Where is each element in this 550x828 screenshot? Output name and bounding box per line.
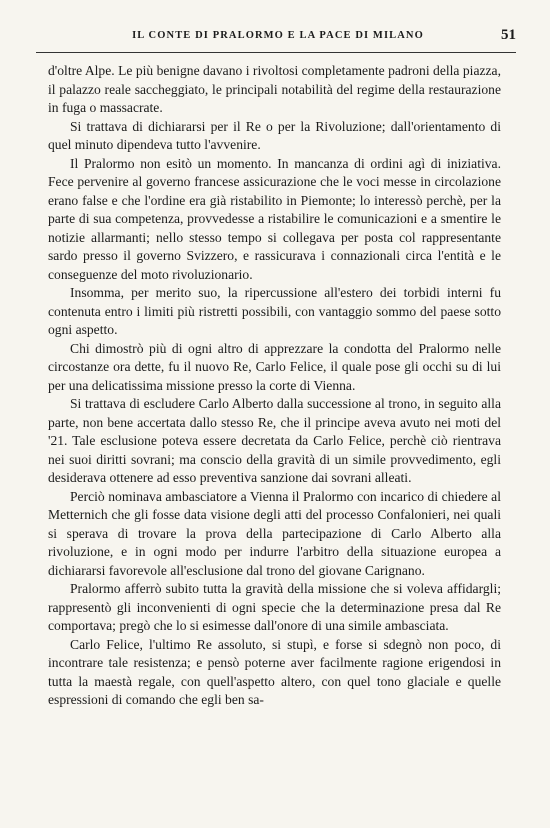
paragraph: Carlo Felice, l'ultimo Re assoluto, si stupì, e forse si sdegnò non poco, di incontrare tale resistenza; e pensò poterne aver facilmente ragione erigendosi in tutta la maestà regale, con quell'aspetto altero, con quel tono glaciale e quelle espressioni di comando che egli ben sa- — [48, 636, 501, 707]
paragraph: Insomma, per merito suo, la ripercussione all'estero dei torbidi interni fu contenuta entro i limiti più ristretti possibili, con vantaggio sommo del paese sotto ogni aspetto. — [48, 285, 501, 337]
running-head: IL CONTE DI PRALORMO E LA PACE DI MILANO — [132, 30, 424, 41]
paragraph: d'oltre Alpe. Le più benigne davano i rivoltosi completamente padroni della piazza, il palazzo reale saccheggiato, le principali notabilità del regime della restaurazione in fuga o massacrate. — [48, 63, 501, 115]
page-header — [0, 27, 550, 52]
paragraph: Chi dimostrò più di ogni altro di apprezzare la condotta del Pralormo nelle circostanze ora dette, fu il nuovo Re, Carlo Felice, il quale pose gli occhi su di lui per una delicatissima missione presso la corte di Vienna. — [48, 340, 501, 393]
page-number: 51 — [501, 27, 516, 43]
paragraph: Si trattava di dichiararsi per il Re o per la Rivoluzione; dall'orientamento di quel minuto dipendeva tutto l'avvenire. — [48, 118, 501, 152]
header-rule — [36, 52, 516, 53]
paragraph: Il Pralormo non esitò un momento. In mancanza di ordini agì di iniziativa. Fece pervenire al governo francese assicurazione che le voci messe in circolazione erano false e che l'ordine era già ristabilito in Piemonte; lo interessò perchè, per la parte di sua competenza, provvedesse a ristabilire le comunicazioni e a smentire le notizie allarmanti; nello stesso tempo si collegava per posta col rappresentante sardo presso il governo Svizzero, e rassicurava i connazionali circa l'entità e le conseguenze del moto rivoluzionario. — [48, 155, 501, 282]
paragraph: Si trattava di escludere Carlo Alberto dalla successione al trono, in seguito alla parte, non bene accertata dallo stesso Re, che il principe aveva avuto nei moti del '21. Tale esclusione poteva essere decretata da Carlo Felice, perchè ciò rientrava nei suoi diritti sovrani; ma conscio della gravità di un simile provvedimento, egli desiderava ottenere ad esso preventiva sanzione dai sovrani alleati. — [48, 396, 501, 485]
body-text — [48, 62, 501, 710]
paragraph: Pralormo afferrò subito tutta la gravità della missione che si voleva affidargli; rappresentò gli inconvenienti di ogni specie che la determinazione presa dal Re comportava; pregò che lo si esimesse dall'onore di una simile ambasciata. — [48, 581, 501, 633]
paragraph: Perciò nominava ambasciatore a Vienna il Pralormo con incarico di chiedere al Metternich che gli fosse data visione degli atti del processo Confalonieri, nei quali si sperava di trovare la prova della partecipazione di Carlo Alberto alla rivoluzione, e in ogni modo per indurre l'arbitro della situazione europea a dichiararsi favorevole all'esclusione dal trono del giovane Carignano. — [48, 488, 501, 578]
